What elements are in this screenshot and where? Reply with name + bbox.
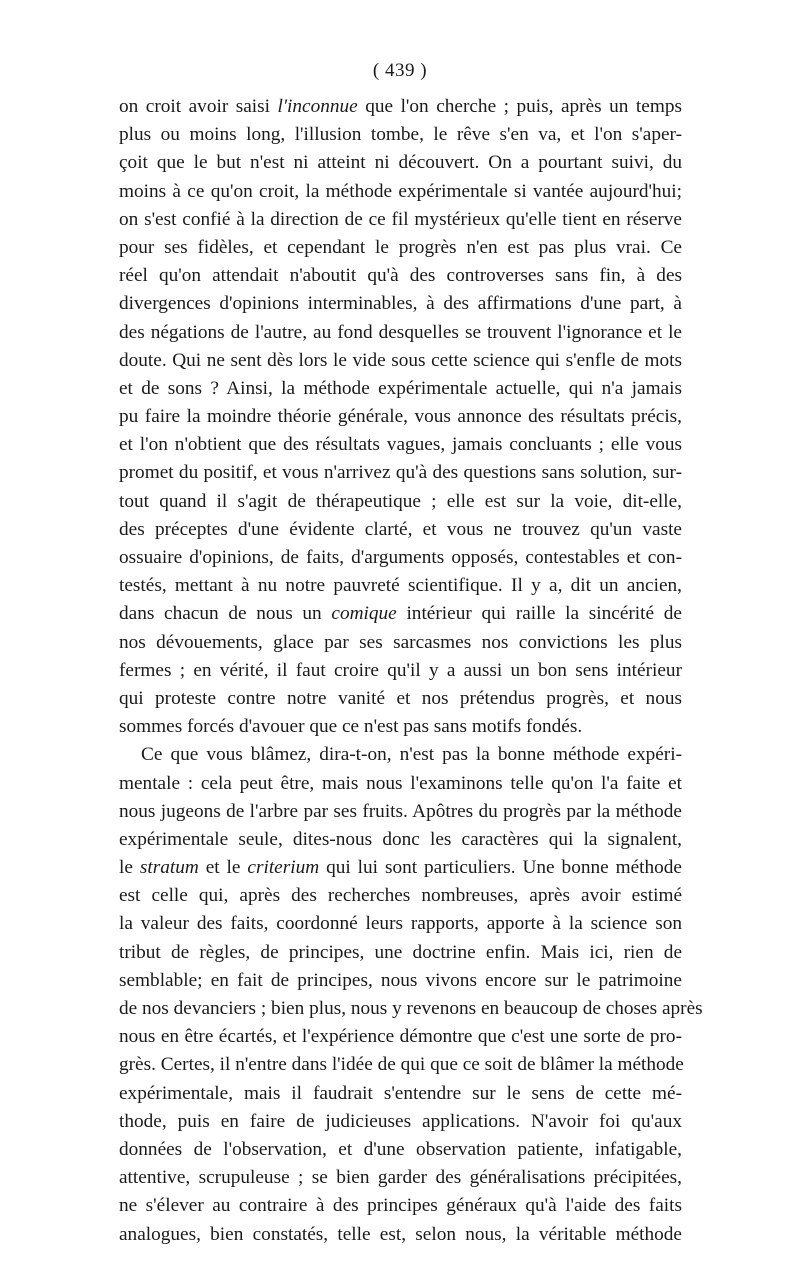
- text-segment: çoit que le but n'est ni atteint ni découvert. On a pourtant suivi, du: [119, 152, 682, 174]
- text-line: [119, 967, 682, 995]
- text-segment: fermes ; en vérité, il faut croire qu'il y a aussi un bon sens intérieur: [119, 659, 682, 681]
- italic-word: l'inconnue: [277, 96, 358, 117]
- italic-word: criterium: [247, 857, 320, 879]
- text-segment: testés, mettant à nu notre pauvreté scientifique. Il y a, dit un ancien,: [119, 575, 682, 597]
- text-segment: tout quand il s'agit de thérapeutique ; elle est sur la voie, dit-elle,: [119, 490, 682, 512]
- text-segment: promet du positif, et vous n'arrivez qu'à des questions sans solution, sur-: [119, 462, 682, 484]
- text-line: [119, 798, 682, 826]
- text-segment: et le: [198, 857, 248, 879]
- text-line: [119, 629, 682, 657]
- text-line: [119, 854, 682, 882]
- text-segment: expérimentale, mais il faudrait s'entendre sur le sens de cette mé-: [119, 1082, 682, 1104]
- text-line: [119, 713, 682, 741]
- text-line: [119, 431, 682, 459]
- text-line: [119, 826, 682, 854]
- text-line: [119, 1051, 682, 1079]
- text-line: [119, 1108, 682, 1136]
- text-line: [119, 685, 682, 713]
- text-segment: ne s'élever au contraire à des principes généraux qu'à l'aide des faits: [119, 1195, 682, 1217]
- text-segment: doute. Qui ne sent dès lors le vide sous cette science qui s'enfle de mots: [119, 349, 682, 371]
- text-line: [119, 290, 682, 318]
- text-segment: plus ou moins long, l'illusion tombe, le rêve s'en va, et l'on s'aper-: [119, 124, 682, 146]
- text-line: [119, 1080, 682, 1108]
- text-line: [119, 1136, 682, 1164]
- text-segment: est celle qui, après des recherches nombreuses, après avoir estimé: [119, 885, 682, 907]
- text-segment: que l'on cherche ; puis, après un temps: [357, 96, 682, 117]
- page-number: ( 439 ): [372, 60, 428, 81]
- body-text: [119, 93, 703, 1249]
- text-segment: pour ses fidèles, et cependant le progrès n'en est pas plus vrai. Ce: [119, 236, 682, 258]
- text-line: [119, 206, 682, 234]
- text-line: [119, 262, 682, 290]
- text-segment: on croit avoir saisi: [119, 96, 278, 117]
- text-segment: qui lui sont particuliers. Une bonne méthode: [319, 857, 682, 879]
- text-segment: sommes forcés d'avouer que ce n'est pas sans motifs fondés.: [119, 716, 583, 738]
- text-line: [119, 516, 682, 544]
- text-segment: des préceptes d'une évidente clarté, et vous ne trouvez qu'un vaste: [119, 518, 682, 540]
- text-line: [119, 657, 682, 685]
- text-segment: qui proteste contre notre vanité et nos prétendus progrès, et nous: [119, 687, 682, 709]
- text-line: [119, 1023, 682, 1051]
- text-line: [119, 572, 682, 600]
- text-segment: ossuaire d'opinions, de faits, d'arguments opposés, contestables et con-: [119, 547, 682, 568]
- text-line: [119, 882, 682, 910]
- text-line: [119, 121, 682, 149]
- text-line: [119, 459, 682, 487]
- text-segment: et de sons ? Ainsi, la méthode expérimentale actuelle, qui n'a jamais: [119, 377, 682, 399]
- text-line: [119, 488, 682, 516]
- text-segment: la valeur des faits, coordonné leurs rapports, apporte à la science son: [119, 913, 682, 935]
- text-line: [119, 1192, 682, 1220]
- text-line: [119, 910, 682, 938]
- text-segment: nous jugeons de l'arbre par ses fruits. Apôtres du progrès par la méthode: [119, 800, 682, 822]
- text-segment: de nos devanciers ; bien plus, nous y revenons en beaucoup de choses après: [119, 998, 703, 1019]
- text-segment: nos dévouements, glace par ses sarcasmes nos convictions les plus: [119, 631, 682, 653]
- text-segment: thode, puis en faire de judicieuses applications. N'avoir foi qu'aux: [119, 1110, 682, 1132]
- text-segment: nous en être écartés, et l'expérience démontre que c'est une sorte de pro-: [119, 1026, 682, 1048]
- text-segment: intérieur qui raille la sincérité de: [396, 603, 682, 625]
- text-line: [119, 939, 682, 967]
- text-segment: données de l'observation, et d'une observation patiente, infatigable,: [119, 1138, 682, 1160]
- text-segment: mentale : cela peut être, mais nous l'examinons telle qu'on l'a faite et: [119, 772, 682, 794]
- text-line: [119, 770, 682, 798]
- text-line: [119, 347, 682, 375]
- text-segment: divergences d'opinions interminables, à des affirmations d'une part, à: [119, 293, 682, 315]
- text-segment: moins à ce qu'on croit, la méthode expérimentale si vantée aujourd'hui;: [119, 180, 682, 202]
- text-segment: Ce que vous blâmez, dira-t-on, n'est pas la bonne méthode expéri-: [141, 744, 682, 766]
- text-line: [119, 375, 682, 403]
- text-line: [119, 319, 682, 347]
- text-line: [119, 600, 682, 628]
- text-segment: et l'on n'obtient que des résultats vagues, jamais concluants ; elle vous: [119, 434, 682, 456]
- italic-word: comique: [331, 603, 397, 625]
- text-line: [119, 149, 682, 177]
- paragraph-1: [119, 93, 682, 741]
- text-line: [119, 741, 682, 769]
- text-segment: attentive, scrupuleuse ; se bien garder des généralisations précipitées,: [119, 1167, 682, 1189]
- text-segment: expérimentale seule, dites-nous donc les caractères qui la signalent,: [119, 828, 682, 850]
- text-line: [119, 1221, 682, 1249]
- text-segment: le: [119, 857, 140, 879]
- text-line: [119, 995, 703, 1023]
- italic-word: stratum: [139, 857, 199, 879]
- text-line: [119, 178, 682, 206]
- text-line: [119, 544, 682, 572]
- text-segment: grès. Certes, il n'entre dans l'idée de qui que ce soit de blâmer la méthode: [119, 1054, 684, 1076]
- text-segment: dans chacun de nous un: [119, 603, 332, 625]
- text-line: [119, 93, 682, 121]
- text-line: [119, 1164, 682, 1192]
- text-segment: pu faire la moindre théorie générale, vous annonce des résultats précis,: [119, 406, 682, 428]
- text-line: [119, 234, 682, 262]
- text-line: [119, 403, 682, 431]
- text-segment: analogues, bien constatés, telle est, selon nous, la véritable méthode: [119, 1223, 682, 1245]
- text-segment: tribut de règles, de principes, une doctrine enfin. Mais ici, rien de: [119, 941, 682, 963]
- text-segment: des négations de l'autre, au fond desquelles se trouvent l'ignorance et le: [119, 321, 682, 343]
- text-segment: réel qu'on attendait n'aboutit qu'à des controverses sans fin, à des: [119, 265, 682, 287]
- text-segment: semblable; en fait de principes, nous vivons encore sur le patrimoine: [119, 969, 682, 991]
- paragraph-2: [119, 741, 703, 1248]
- text-segment: on s'est confié à la direction de ce fil mystérieux qu'elle tient en réserve: [119, 208, 682, 230]
